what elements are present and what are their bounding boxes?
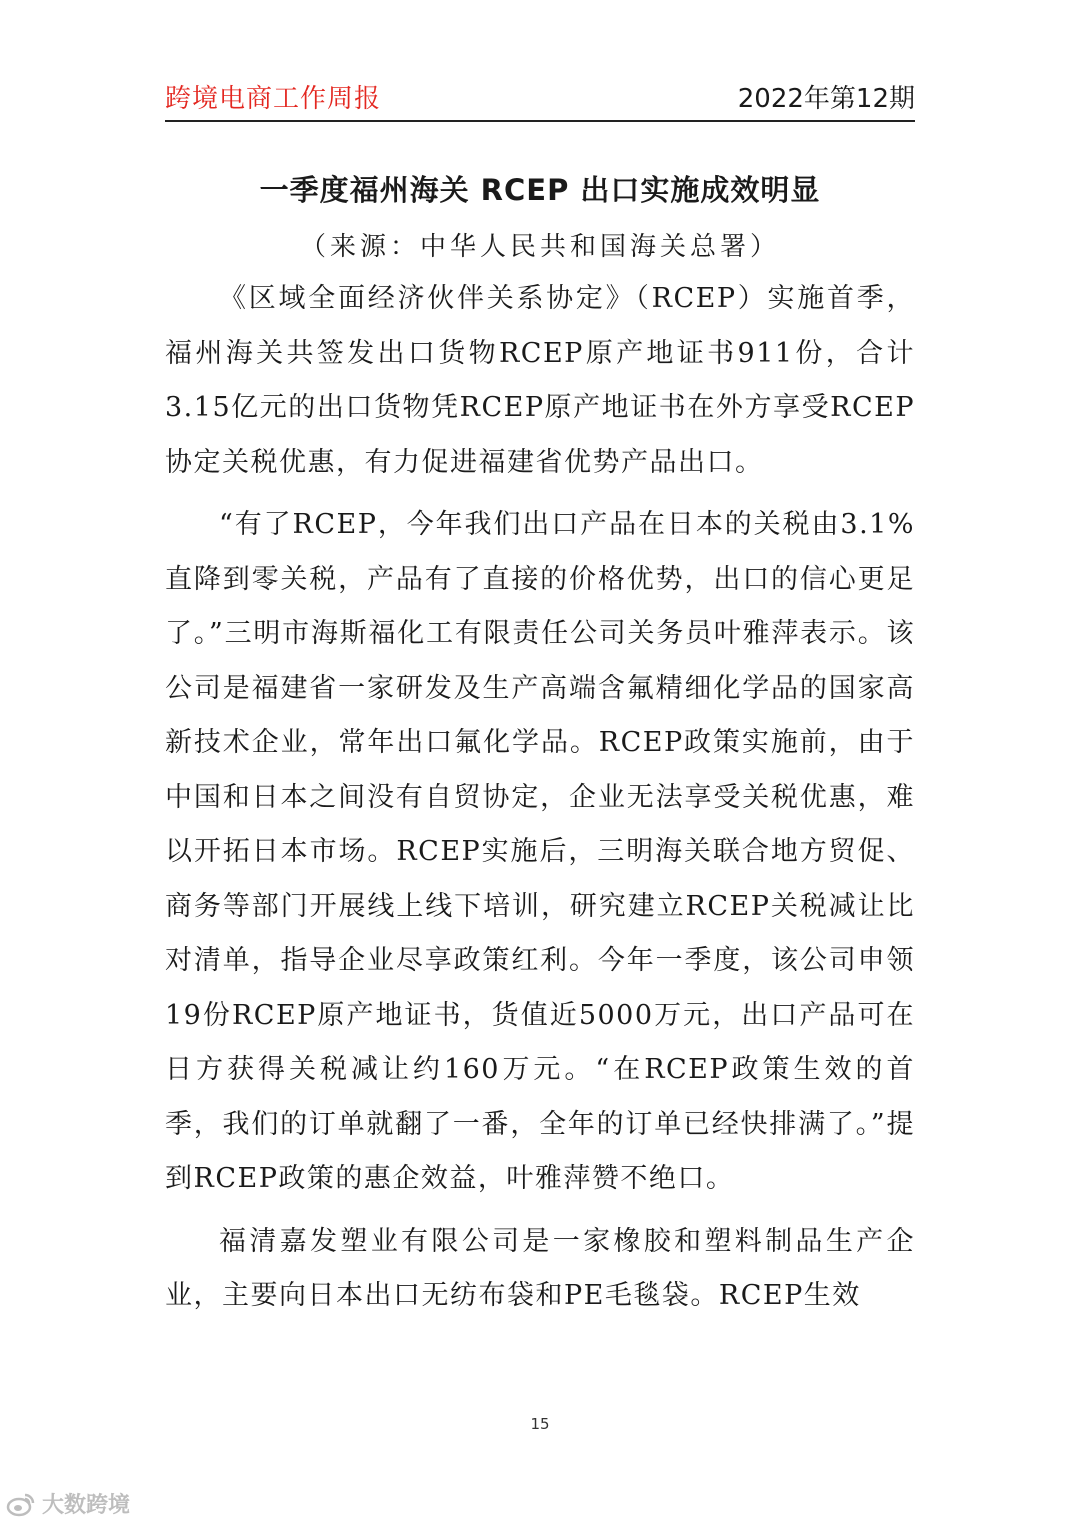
issue-number: 2022年第12期 <box>737 84 915 114</box>
publication-name: 跨境电商工作周报 <box>165 84 382 114</box>
article-source: （来源：中华人民共和国海关总署） <box>299 232 780 262</box>
watermark <box>6 1488 130 1519</box>
paragraph: 福清嘉发塑业有限公司是一家橡胶和塑料制品生产企业，主要向日本出口无纺布袋和PE毛毯袋。RCEP生效 <box>165 1225 915 1311</box>
page-header <box>165 70 915 122</box>
weibo-logo-icon <box>6 1491 36 1517</box>
watermark-text: 大数跨境 <box>42 1493 131 1518</box>
page-number: 15 <box>530 1415 550 1433</box>
article-title: 一季度福州海关 RCEP 出口实施成效明显 <box>259 173 821 207</box>
paragraph: “有了RCEP，今年我们出口产品在日本的关税由3.1%直降到零关税，产品有了直接的价格优势，出口的信心更足了。”三明市海斯福化工有限责任公司关务员叶雅萍表示。该公司是福建省一家研发及生产高端含氟精细化学品的国家高新技术企业，常年出口氟化学品。RCEP政策实施前，由于中国和日本之间没有自贸协定，企业无法享受关税优惠，难以开拓日本市场。RCEP实施后，三明海关联合地方贸促、商务等部门开展线上线下培训，研究建立RCEP关税减让比对清单，指导企业尽享政策红利。今年一季度，该公司申领19份RCEP原产地证书，货值近5000万元，出口产品可在日方获得关税减让约160万元。“在RCEP政策生效的首季，我们的订单就翻了一番，全年的订单已经快排满了。”提到RCEP政策的惠企效益，叶雅萍赞不绝口。 <box>165 509 915 1194</box>
article-body <box>165 272 915 1324</box>
paragraph: 《区域全面经济伙伴关系协定》（RCEP）实施首季，福州海关共签发出口货物RCEP原产地证书911份，合计3.15亿元的出口货物凭RCEP原产地证书在外方享受RCEP协定关税优惠，有力促进福建省优势产品出口。 <box>165 283 915 478</box>
